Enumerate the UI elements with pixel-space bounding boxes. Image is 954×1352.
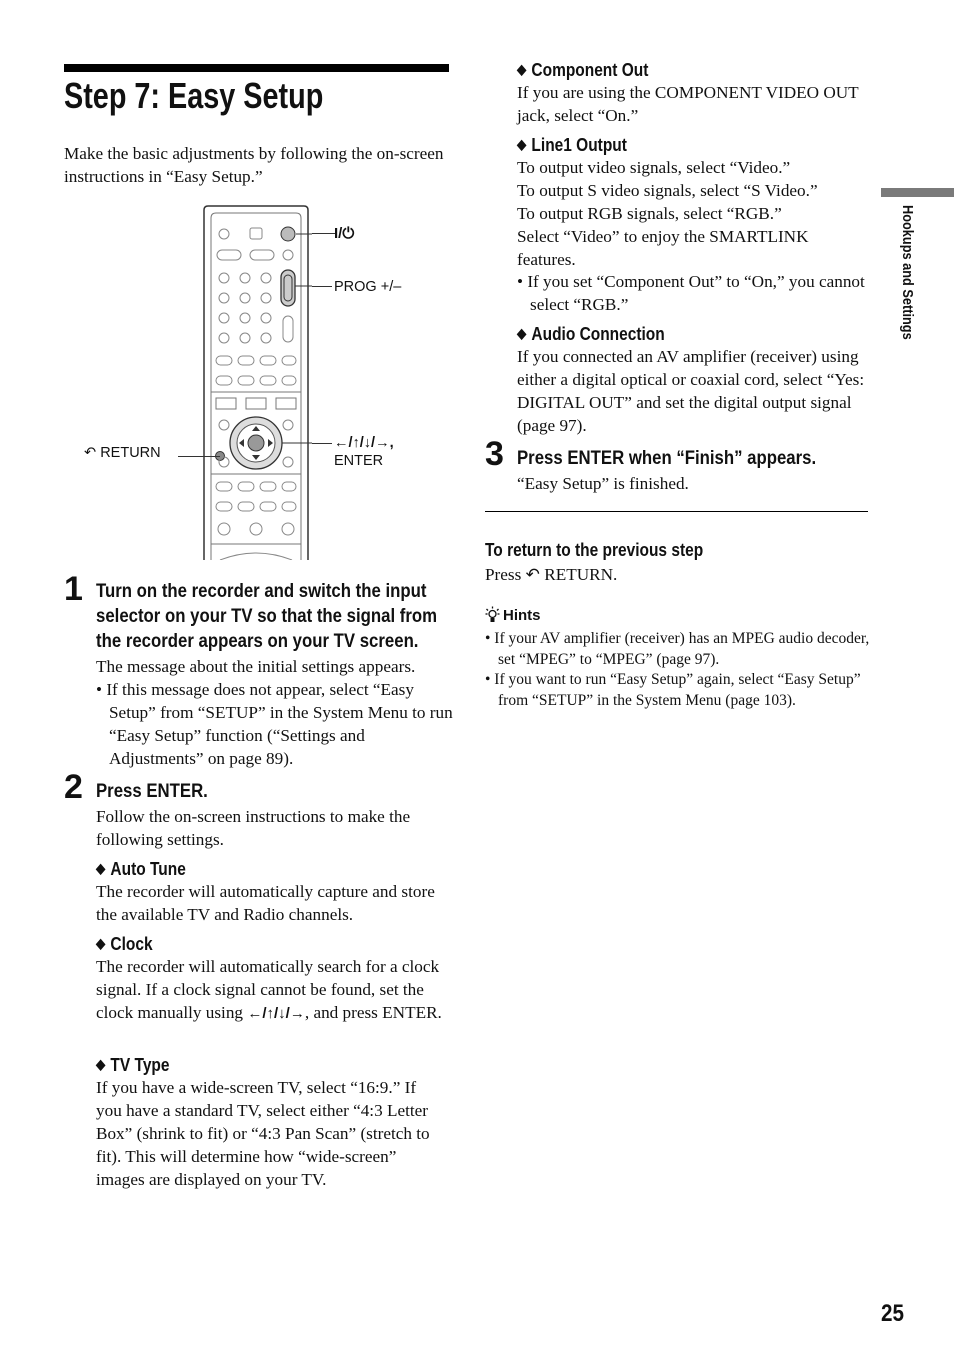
hint-2: • If you want to run “Easy Setup” again, select “Easy Setup” from “SETUP” in the System Menu (page 103). xyxy=(485,671,861,709)
remote-control-illustration xyxy=(200,204,312,560)
title-rule xyxy=(64,64,449,72)
diamond-icon: ◆ xyxy=(517,136,527,152)
arrows-leader xyxy=(312,443,332,444)
previous-step-heading: To return to the previous step xyxy=(485,540,704,560)
diamond-icon: ◆ xyxy=(96,1056,106,1072)
return-arrow-icon: ↶ xyxy=(84,445,97,461)
step3-body: “Easy Setup” is finished. xyxy=(517,474,689,493)
auto-tune-body: The recorder will automatically capture and store the available TV and Radio channels. xyxy=(96,882,435,924)
intro-text: Make the basic adjustments by following the on-screen instructions in “Easy Setup.” xyxy=(64,144,444,186)
audio-connection-body: If you connected an AV amplifier (receiver) using either a digital optical or coaxial cord, select “Yes: DIGITAL OUT” and set the digital output signal (page 97). xyxy=(517,347,865,435)
page-number: 25 xyxy=(881,1300,904,1327)
power-leader xyxy=(312,233,336,234)
previous-step-body: Press ↶ RETURN. xyxy=(485,564,618,584)
side-tab-bar xyxy=(881,188,954,197)
clock-heading: ◆ Clock xyxy=(96,934,153,954)
audio-connection-heading: ◆ Audio Connection xyxy=(517,324,665,344)
line1-output-bullet: • If you set “Component Out” to “On,” you cannot select “RGB.” xyxy=(517,272,865,314)
diamond-icon: ◆ xyxy=(517,325,527,341)
page-title: Step 7: Easy Setup xyxy=(64,75,324,116)
hints-heading: Hints xyxy=(485,606,541,626)
line1-output-heading: ◆ Line1 Output xyxy=(517,135,627,155)
step3-heading: Press ENTER when “Finish” appears. xyxy=(517,447,817,469)
step3-number: 3 xyxy=(485,435,504,473)
tv-type-body: If you have a wide-screen TV, select “16:9.” If you have a standard TV, select either “4:3 Letter Box” (shrink to fit) or “4:3 Pan Scan” (stretch to fit). This will determine how “wide-screen” images are displayed on your TV. xyxy=(96,1078,430,1189)
auto-tune-heading: ◆ Auto Tune xyxy=(96,859,186,879)
return-arrow-icon: ↶ xyxy=(525,564,540,584)
arrows-label: ←/↑/↓/→, xyxy=(334,435,394,451)
tv-type-heading: ◆ TV Type xyxy=(96,1055,170,1075)
section-divider xyxy=(485,511,868,512)
prog-leader xyxy=(312,286,332,287)
component-out-body: If you are using the COMPONENT VIDEO OUT jack, select “On.” xyxy=(517,83,859,125)
step2-number: 2 xyxy=(64,768,83,806)
step1-bullet: • If this message does not appear, select “Easy Setup” from “SETUP” in the System Menu to run “Easy Setup” function (“Settings and Adjustments” on page 89). xyxy=(96,680,453,768)
component-out-heading: ◆ Component Out xyxy=(517,60,649,80)
step1-number: 1 xyxy=(64,570,83,608)
enter-label: ENTER xyxy=(334,453,384,469)
diamond-icon: ◆ xyxy=(96,935,106,951)
diamond-icon: ◆ xyxy=(517,61,527,77)
return-leader xyxy=(178,456,220,457)
side-tab-label: Hookups and Settings xyxy=(899,205,915,340)
lightbulb-icon xyxy=(485,606,500,623)
diamond-icon: ◆ xyxy=(96,860,106,876)
power-label: I/⏻ xyxy=(334,225,355,242)
step1-body: The message about the initial settings appears. xyxy=(96,657,416,676)
step2-heading: Press ENTER. xyxy=(96,780,208,802)
step2-body: Follow the on-screen instructions to make the following settings. xyxy=(96,807,411,849)
clock-body: The recorder will automatically search for a clock signal. If a clock signal cannot be found, set the clock manually using ←/↑/↓/→, and press ENTER. xyxy=(96,957,442,1022)
line1-output-body: To output video signals, select “Video.” To output S video signals, select “S Video.” To output RGB signals, select “RGB.” Select “Video” to enjoy the SMARTLINK features. xyxy=(517,158,818,269)
step1-heading: Turn on the recorder and switch the input selector on your TV so that the signal from the recorder appears on your TV screen. xyxy=(96,580,438,652)
hint-1: • If your AV amplifier (receiver) has an MPEG audio decoder, set “MPEG” to “MPEG” (page 97). xyxy=(485,630,870,668)
prog-label: PROG +/– xyxy=(334,279,402,295)
return-label: ↶ RETURN xyxy=(84,445,161,461)
